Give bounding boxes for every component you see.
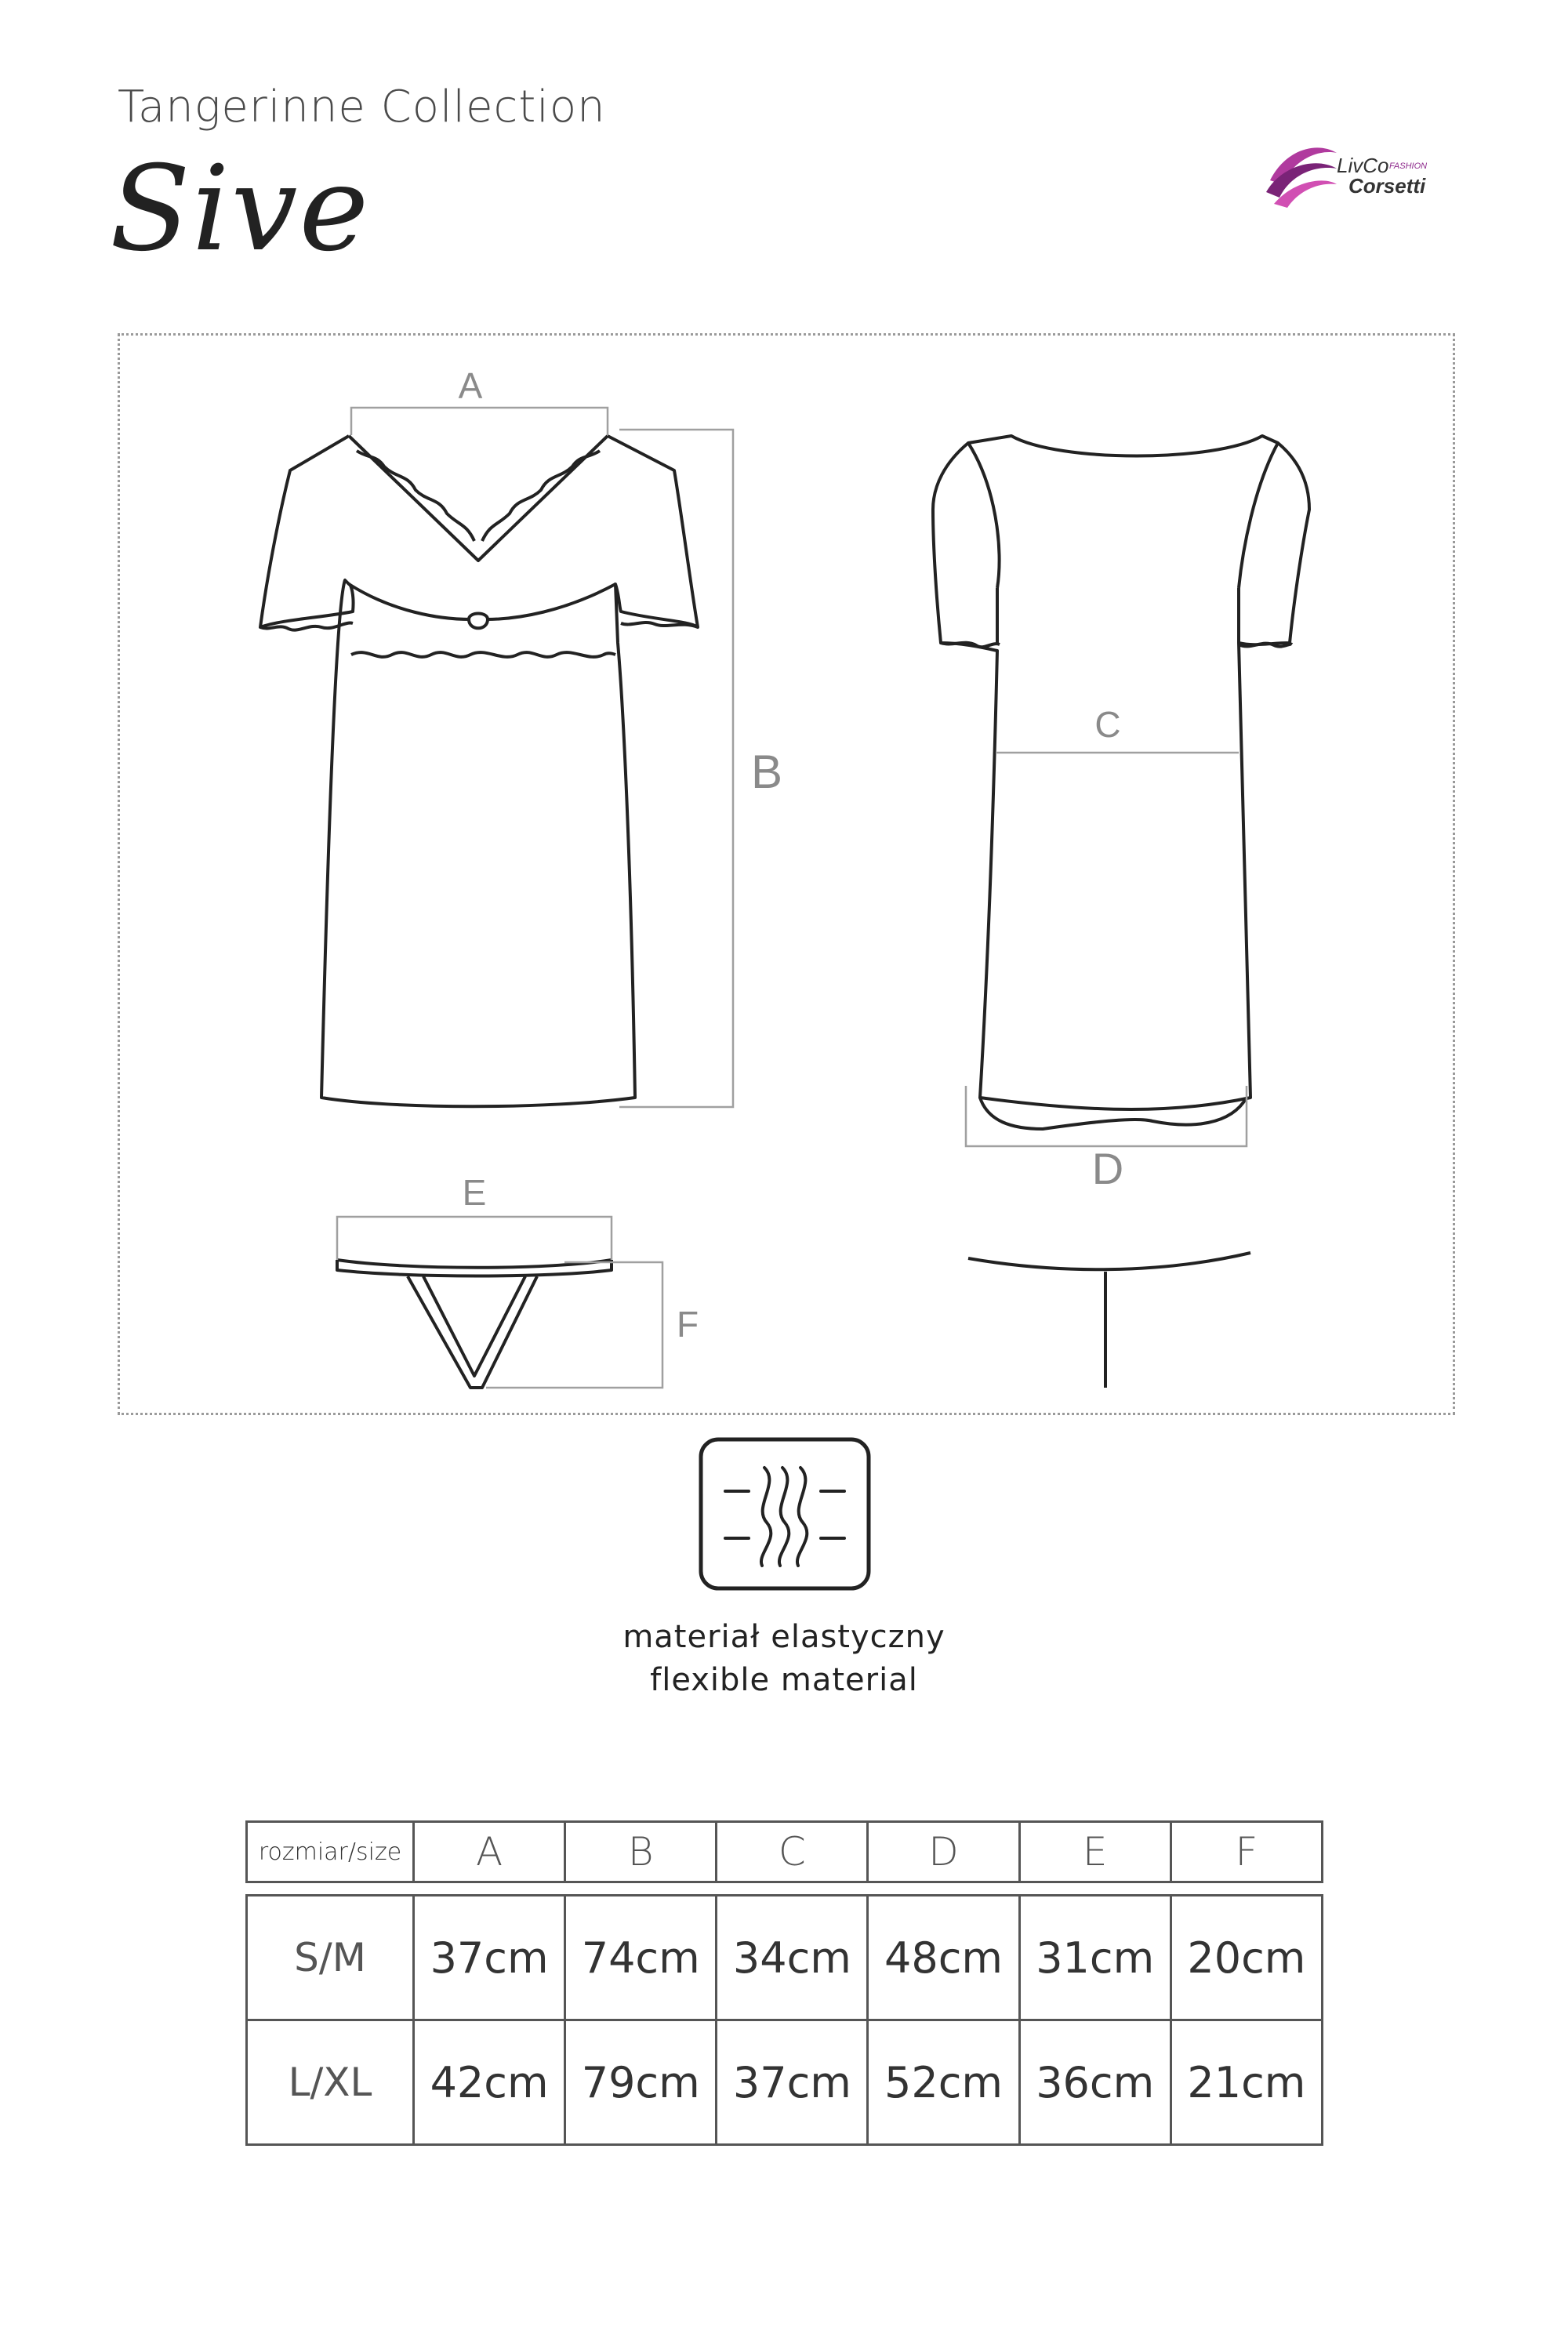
size-table (245, 1820, 1323, 2146)
size-label-lxl: L/XL (247, 2020, 414, 2145)
label-e: E (462, 1172, 487, 1213)
table-cell: 52cm (868, 2020, 1019, 2145)
stretch-material-icon (698, 1436, 872, 1592)
label-c: C (1094, 704, 1121, 745)
table-row (247, 1896, 1323, 2020)
column-header-d: D (868, 1822, 1019, 1882)
column-header-e: E (1019, 1822, 1171, 1882)
thong-front-drawing (337, 1260, 612, 1388)
table-cell: 79cm (565, 2020, 717, 2145)
care-text-polish: materiał elastyczny (622, 1619, 946, 1655)
measure-line-a (351, 408, 608, 435)
model-name: Sive (110, 141, 371, 278)
table-cell: 21cm (1171, 2020, 1322, 2145)
care-text-english: flexible material (650, 1662, 918, 1698)
table-cell: 42cm (414, 2020, 565, 2145)
table-cell: 48cm (868, 1896, 1019, 2020)
table-cell: 74cm (565, 1896, 717, 2020)
label-a: A (458, 365, 483, 406)
label-d: D (1091, 1144, 1124, 1193)
chemise-back-drawing (933, 436, 1309, 1129)
table-row (247, 2020, 1323, 2145)
table-cell: 37cm (414, 1896, 565, 2020)
measure-line-b (619, 430, 733, 1107)
label-f: F (676, 1304, 699, 1345)
measure-line-e (337, 1217, 612, 1260)
column-header-a: A (414, 1822, 565, 1882)
table-cell: 20cm (1171, 1896, 1322, 2020)
logo-text-corsetti: Corsetti (1348, 174, 1426, 198)
logo-text-fashion: FASHION (1389, 162, 1428, 171)
table-cell: 37cm (717, 2020, 868, 2145)
size-header-label: rozmiar/size (247, 1822, 414, 1882)
logo-text-livco: LivCo (1337, 154, 1389, 177)
size-table-header (247, 1822, 1323, 1882)
table-cell: 34cm (717, 1896, 868, 2020)
table-cell: 36cm (1019, 2020, 1171, 2145)
column-header-b: B (565, 1822, 717, 1882)
thong-back-drawing (968, 1253, 1250, 1388)
measure-line-d (966, 1086, 1247, 1146)
chemise-front-drawing (260, 436, 698, 1106)
table-spacer (247, 1882, 1323, 1896)
size-label-sm: S/M (247, 1896, 414, 2020)
collection-title: Tangerinne Collection (118, 82, 606, 132)
column-header-f: F (1171, 1822, 1322, 1882)
table-cell: 31cm (1019, 1896, 1171, 2020)
column-header-c: C (717, 1822, 868, 1882)
label-b: B (750, 746, 783, 798)
